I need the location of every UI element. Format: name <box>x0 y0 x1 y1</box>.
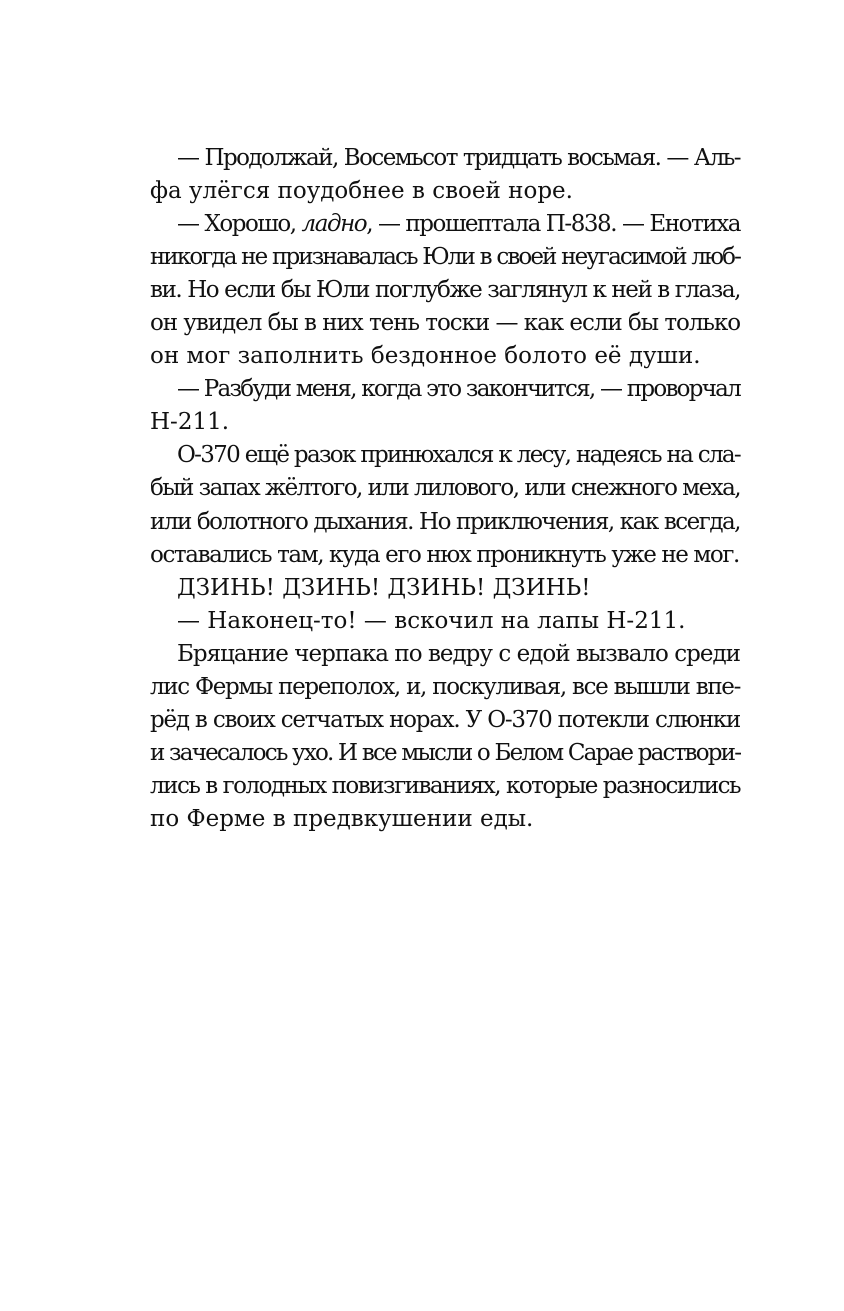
text-line <box>150 208 740 241</box>
text-line: он увидел бы в них тень тоски — как если бы только <box>150 310 740 337</box>
text-line: фа улёгся поудобнее в своей норе. <box>150 178 573 205</box>
text-line: лись в голодных повизгиваниях, которые разносились <box>150 772 740 799</box>
body-text <box>150 142 740 836</box>
text-line: лис Фермы переполох, и, поскуливая, все вышли впе- <box>150 673 740 700</box>
text-line: О-370 ещё разок принюхался к лесу, надеясь на сла- <box>177 442 740 469</box>
text-line: оставались там, куда его нюх проникнуть уже не мог. <box>150 541 739 568</box>
text-line: Бряцание черпака по ведру с едой вызвало среди <box>177 640 740 667</box>
paragraph <box>150 605 740 638</box>
text-segment: , — прошептала П-838. — Енотиха <box>366 211 740 238</box>
text-segment: — Хорошо, <box>177 211 302 238</box>
text-line: ви. Но если бы Юли поглубже заглянул к ней в глаза, <box>150 277 740 304</box>
paragraph <box>150 439 740 571</box>
text-line: — Разбуди меня, когда это закончится, — проворчал <box>177 376 741 403</box>
paragraph <box>150 208 740 373</box>
text-line: никогда не признавалась Юли в своей неугасимой люб- <box>150 244 740 271</box>
text-line: Н-211. <box>150 409 230 436</box>
text-line: рёд в своих сетчатых норах. У О-370 потекли слюнки <box>150 706 740 733</box>
italic-word: ладно <box>301 211 367 238</box>
text-line: — Продолжай, Восемьсот тридцать восьмая. — Аль- <box>177 145 740 171</box>
text-line: и зачесалось ухо. И все мысли о Белом Сарае раствори- <box>150 739 741 766</box>
paragraph <box>150 638 740 836</box>
text-line: ДЗИНЬ! ДЗИНЬ! ДЗИНЬ! ДЗИНЬ! <box>177 574 591 601</box>
text-line: — Наконец-то! — вскочил на лапы Н-211. <box>177 607 686 634</box>
text-line: бый запах жёлтого, или лилового, или снежного меха, <box>150 475 740 502</box>
text-line: он мог заполнить бездонное болото её души. <box>150 343 701 370</box>
paragraph <box>150 142 740 208</box>
text-line: или болотного дыхания. Но приключения, как всегда, <box>150 508 740 535</box>
paragraph <box>150 373 740 439</box>
text-line: по Ферме в предвкушении еды. <box>150 805 534 832</box>
paragraph <box>150 572 740 605</box>
